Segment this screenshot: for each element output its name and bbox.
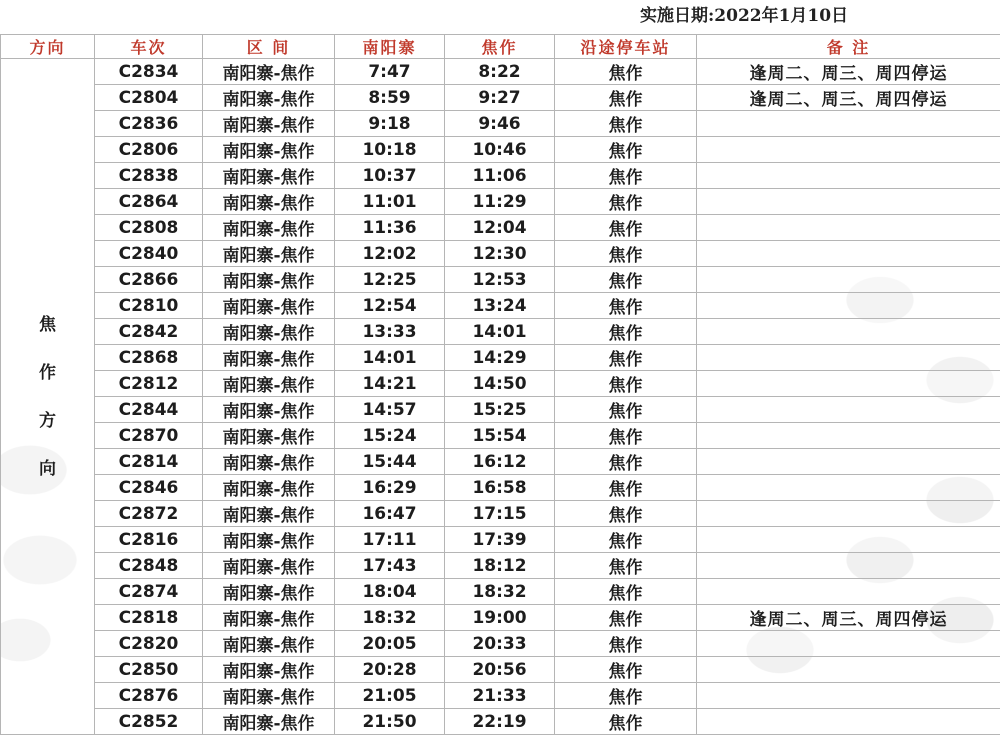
note-cell <box>697 345 1000 371</box>
arrival-time-cell: 14:29 <box>445 345 555 371</box>
train-number-cell: C2816 <box>95 527 203 553</box>
route-cell: 南阳寨-焦作 <box>203 527 335 553</box>
departure-time-cell: 8:59 <box>335 85 445 111</box>
arrival-time-cell: 12:30 <box>445 241 555 267</box>
stop-station-cell: 焦作 <box>555 397 697 423</box>
departure-time-cell: 13:33 <box>335 319 445 345</box>
train-number-cell: C2838 <box>95 163 203 189</box>
arrival-time-cell: 17:15 <box>445 501 555 527</box>
stop-station-cell: 焦作 <box>555 527 697 553</box>
stop-station-cell: 焦作 <box>555 189 697 215</box>
departure-time-cell: 10:18 <box>335 137 445 163</box>
table-row <box>1 241 1000 267</box>
departure-time-cell: 11:01 <box>335 189 445 215</box>
departure-time-cell: 11:36 <box>335 215 445 241</box>
stop-station-cell: 焦作 <box>555 423 697 449</box>
direction-char: 焦 <box>1 301 94 349</box>
route-cell: 南阳寨-焦作 <box>203 137 335 163</box>
arrival-time-cell: 16:58 <box>445 475 555 501</box>
col-header-stops: 沿途停车站 <box>555 35 697 59</box>
route-cell: 南阳寨-焦作 <box>203 163 335 189</box>
table-row <box>1 475 1000 501</box>
arrival-time-cell: 14:01 <box>445 319 555 345</box>
table-row <box>1 657 1000 683</box>
note-cell <box>697 111 1000 137</box>
arrival-time-cell: 9:27 <box>445 85 555 111</box>
table-row <box>1 423 1000 449</box>
note-cell <box>697 241 1000 267</box>
departure-time-cell: 12:25 <box>335 267 445 293</box>
train-number-cell: C2810 <box>95 293 203 319</box>
train-number-cell: C2812 <box>95 371 203 397</box>
col-header-direction: 方向 <box>1 35 95 59</box>
departure-time-cell: 20:28 <box>335 657 445 683</box>
stop-station-cell: 焦作 <box>555 215 697 241</box>
note-cell <box>697 371 1000 397</box>
table-row <box>1 371 1000 397</box>
route-cell: 南阳寨-焦作 <box>203 293 335 319</box>
direction-char: 作 <box>1 349 94 397</box>
arrival-time-cell: 20:56 <box>445 657 555 683</box>
arrival-time-cell: 13:24 <box>445 293 555 319</box>
note-cell <box>697 163 1000 189</box>
table-row <box>1 267 1000 293</box>
stop-station-cell: 焦作 <box>555 345 697 371</box>
note-cell <box>697 215 1000 241</box>
stop-station-cell: 焦作 <box>555 319 697 345</box>
train-number-cell: C2820 <box>95 631 203 657</box>
train-number-cell: C2844 <box>95 397 203 423</box>
table-row <box>1 527 1000 553</box>
train-number-cell: C2850 <box>95 657 203 683</box>
arrival-time-cell: 14:50 <box>445 371 555 397</box>
route-cell: 南阳寨-焦作 <box>203 709 335 735</box>
note-cell <box>697 501 1000 527</box>
departure-time-cell: 14:01 <box>335 345 445 371</box>
train-number-cell: C2804 <box>95 85 203 111</box>
stop-station-cell: 焦作 <box>555 553 697 579</box>
route-cell: 南阳寨-焦作 <box>203 605 335 631</box>
col-header-nanyangzhai: 南阳寨 <box>335 35 445 59</box>
table-row <box>1 553 1000 579</box>
note-cell <box>697 709 1000 735</box>
route-cell: 南阳寨-焦作 <box>203 449 335 475</box>
effective-date-label: 实施日期: <box>640 6 714 26</box>
note-cell <box>697 553 1000 579</box>
arrival-time-cell: 15:25 <box>445 397 555 423</box>
note-cell: 逢周二、周三、周四停运 <box>697 605 1000 631</box>
table-row <box>1 449 1000 475</box>
arrival-time-cell: 21:33 <box>445 683 555 709</box>
note-cell <box>697 579 1000 605</box>
route-cell: 南阳寨-焦作 <box>203 501 335 527</box>
train-number-cell: C2842 <box>95 319 203 345</box>
stop-station-cell: 焦作 <box>555 605 697 631</box>
stop-station-cell: 焦作 <box>555 579 697 605</box>
effective-date <box>640 2 940 30</box>
departure-time-cell: 7:47 <box>335 59 445 85</box>
table-row <box>1 59 1000 85</box>
table-row <box>1 709 1000 735</box>
departure-time-cell: 16:47 <box>335 501 445 527</box>
departure-time-cell: 12:54 <box>335 293 445 319</box>
train-number-cell: C2868 <box>95 345 203 371</box>
stop-station-cell: 焦作 <box>555 59 697 85</box>
col-header-notes: 备 注 <box>697 35 1000 59</box>
route-cell: 南阳寨-焦作 <box>203 371 335 397</box>
arrival-time-cell: 20:33 <box>445 631 555 657</box>
note-cell: 逢周二、周三、周四停运 <box>697 59 1000 85</box>
note-cell <box>697 449 1000 475</box>
stop-station-cell: 焦作 <box>555 111 697 137</box>
departure-time-cell: 15:24 <box>335 423 445 449</box>
train-number-cell: C2808 <box>95 215 203 241</box>
arrival-time-cell: 8:22 <box>445 59 555 85</box>
table-row <box>1 293 1000 319</box>
table-row <box>1 631 1000 657</box>
stop-station-cell: 焦作 <box>555 683 697 709</box>
train-number-cell: C2806 <box>95 137 203 163</box>
arrival-time-cell: 12:53 <box>445 267 555 293</box>
col-header-route: 区 间 <box>203 35 335 59</box>
route-cell: 南阳寨-焦作 <box>203 111 335 137</box>
departure-time-cell: 17:43 <box>335 553 445 579</box>
train-number-cell: C2846 <box>95 475 203 501</box>
table-row <box>1 319 1000 345</box>
route-cell: 南阳寨-焦作 <box>203 345 335 371</box>
stop-station-cell: 焦作 <box>555 475 697 501</box>
route-cell: 南阳寨-焦作 <box>203 319 335 345</box>
col-header-jiaozuo: 焦作 <box>445 35 555 59</box>
departure-time-cell: 15:44 <box>335 449 445 475</box>
arrival-time-cell: 18:32 <box>445 579 555 605</box>
stop-station-cell: 焦作 <box>555 449 697 475</box>
note-cell <box>697 397 1000 423</box>
table-row <box>1 397 1000 423</box>
note-cell: 逢周二、周三、周四停运 <box>697 85 1000 111</box>
note-cell <box>697 631 1000 657</box>
departure-time-cell: 16:29 <box>335 475 445 501</box>
table-row <box>1 579 1000 605</box>
col-header-train: 车次 <box>95 35 203 59</box>
train-number-cell: C2874 <box>95 579 203 605</box>
stop-station-cell: 焦作 <box>555 709 697 735</box>
departure-time-cell: 20:05 <box>335 631 445 657</box>
table-row <box>1 163 1000 189</box>
table-row <box>1 215 1000 241</box>
train-number-cell: C2872 <box>95 501 203 527</box>
route-cell: 南阳寨-焦作 <box>203 241 335 267</box>
departure-time-cell: 18:04 <box>335 579 445 605</box>
table-row <box>1 111 1000 137</box>
train-number-cell: C2840 <box>95 241 203 267</box>
departure-time-cell: 21:05 <box>335 683 445 709</box>
effective-date-value: 2022年1月10日 <box>714 6 848 26</box>
stop-station-cell: 焦作 <box>555 631 697 657</box>
table-row <box>1 605 1000 631</box>
arrival-time-cell: 11:29 <box>445 189 555 215</box>
route-cell: 南阳寨-焦作 <box>203 189 335 215</box>
train-number-cell: C2866 <box>95 267 203 293</box>
arrival-time-cell: 12:04 <box>445 215 555 241</box>
route-cell: 南阳寨-焦作 <box>203 423 335 449</box>
arrival-time-cell: 16:12 <box>445 449 555 475</box>
stop-station-cell: 焦作 <box>555 267 697 293</box>
train-number-cell: C2864 <box>95 189 203 215</box>
table-row <box>1 345 1000 371</box>
train-number-cell: C2818 <box>95 605 203 631</box>
stop-station-cell: 焦作 <box>555 85 697 111</box>
note-cell <box>697 423 1000 449</box>
note-cell <box>697 657 1000 683</box>
stop-station-cell: 焦作 <box>555 137 697 163</box>
stop-station-cell: 焦作 <box>555 241 697 267</box>
departure-time-cell: 21:50 <box>335 709 445 735</box>
departure-time-cell: 14:21 <box>335 371 445 397</box>
arrival-time-cell: 19:00 <box>445 605 555 631</box>
header-row <box>1 35 1000 59</box>
departure-time-cell: 9:18 <box>335 111 445 137</box>
train-number-cell: C2852 <box>95 709 203 735</box>
arrival-time-cell: 22:19 <box>445 709 555 735</box>
table-row <box>1 137 1000 163</box>
route-cell: 南阳寨-焦作 <box>203 631 335 657</box>
departure-time-cell: 12:02 <box>335 241 445 267</box>
train-number-cell: C2834 <box>95 59 203 85</box>
note-cell <box>697 319 1000 345</box>
arrival-time-cell: 18:12 <box>445 553 555 579</box>
departure-time-cell: 18:32 <box>335 605 445 631</box>
route-cell: 南阳寨-焦作 <box>203 397 335 423</box>
note-cell <box>697 293 1000 319</box>
stop-station-cell: 焦作 <box>555 501 697 527</box>
timetable-body <box>1 59 1000 735</box>
arrival-time-cell: 9:46 <box>445 111 555 137</box>
train-number-cell: C2848 <box>95 553 203 579</box>
departure-time-cell: 10:37 <box>335 163 445 189</box>
stop-station-cell: 焦作 <box>555 371 697 397</box>
train-number-cell: C2814 <box>95 449 203 475</box>
direction-char: 向 <box>1 445 94 493</box>
route-cell: 南阳寨-焦作 <box>203 475 335 501</box>
route-cell: 南阳寨-焦作 <box>203 579 335 605</box>
arrival-time-cell: 11:06 <box>445 163 555 189</box>
arrival-time-cell: 17:39 <box>445 527 555 553</box>
note-cell <box>697 189 1000 215</box>
note-cell <box>697 137 1000 163</box>
route-cell: 南阳寨-焦作 <box>203 59 335 85</box>
table-row <box>1 189 1000 215</box>
route-cell: 南阳寨-焦作 <box>203 683 335 709</box>
stop-station-cell: 焦作 <box>555 163 697 189</box>
note-cell <box>697 475 1000 501</box>
departure-time-cell: 17:11 <box>335 527 445 553</box>
train-number-cell: C2870 <box>95 423 203 449</box>
note-cell <box>697 267 1000 293</box>
direction-cell <box>1 59 95 735</box>
note-cell <box>697 527 1000 553</box>
departure-time-cell: 14:57 <box>335 397 445 423</box>
route-cell: 南阳寨-焦作 <box>203 657 335 683</box>
direction-char: 方 <box>1 397 94 445</box>
route-cell: 南阳寨-焦作 <box>203 215 335 241</box>
route-cell: 南阳寨-焦作 <box>203 553 335 579</box>
train-number-cell: C2876 <box>95 683 203 709</box>
arrival-time-cell: 15:54 <box>445 423 555 449</box>
arrival-time-cell: 10:46 <box>445 137 555 163</box>
stop-station-cell: 焦作 <box>555 657 697 683</box>
table-row <box>1 501 1000 527</box>
timetable <box>0 34 1000 735</box>
route-cell: 南阳寨-焦作 <box>203 267 335 293</box>
route-cell: 南阳寨-焦作 <box>203 85 335 111</box>
stop-station-cell: 焦作 <box>555 293 697 319</box>
train-number-cell: C2836 <box>95 111 203 137</box>
table-row <box>1 85 1000 111</box>
